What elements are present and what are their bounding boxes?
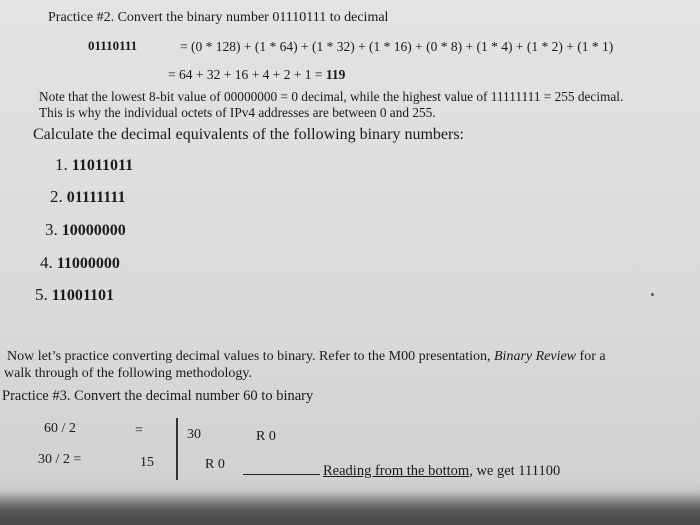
- practice3-title: Practice #3. Convert the decimal number 60 to binary: [2, 388, 314, 404]
- row1-remainder: R 0: [256, 429, 276, 444]
- list-item-number: 1.: [55, 155, 68, 174]
- list-item-value: 01111111: [66, 189, 126, 206]
- answer-line: [243, 474, 320, 475]
- row2-result: 15: [140, 455, 154, 470]
- list-item-value: 11000000: [56, 255, 120, 272]
- intro-text-a: Now let’s practice converting decimal values to binary. Refer to the M00 presentation,: [7, 349, 491, 364]
- list-item-value: 11001101: [51, 287, 114, 304]
- practice3-intro-line-1: [7, 349, 606, 365]
- exercise-heading: Calculate the decimal equivalents of the following binary numbers:: [33, 126, 464, 143]
- bottom-edge-shadow: [0, 492, 700, 525]
- list-item: [55, 155, 133, 175]
- list-item-value: 10000000: [61, 222, 126, 239]
- row1-expression: 60 / 2: [44, 421, 76, 436]
- reading-statement: [323, 463, 560, 480]
- row2-expression: 30 / 2 =: [38, 452, 82, 467]
- speck: [651, 293, 654, 296]
- list-item-number: 2.: [50, 187, 63, 206]
- reading-underlined: Reading from the bottom: [323, 463, 470, 479]
- practice2-title: Practice #2. Convert the binary number 01110111 to decimal: [48, 10, 389, 25]
- row1-equals: =: [135, 423, 143, 438]
- list-item-number: 4.: [40, 253, 53, 272]
- practice3-intro-line-2: walk through of the following methodology.: [4, 366, 252, 381]
- list-item-number: 5.: [35, 285, 48, 304]
- list-item-value: 11011011: [71, 157, 134, 174]
- table-divider: [176, 418, 178, 480]
- list-item: [45, 220, 126, 240]
- intro-text-b: for a: [579, 349, 606, 364]
- list-item-number: 3.: [45, 220, 58, 239]
- sum-result: 119: [325, 67, 346, 82]
- list-item: [50, 187, 125, 207]
- intro-reference: Binary Review: [494, 349, 577, 364]
- list-item: [35, 285, 114, 305]
- binary-expansion: = (0 * 128) + (1 * 64) + (1 * 32) + (1 * 16) + (0 * 8) + (1 * 4) + (1 * 2) + (1 * 1): [180, 39, 614, 54]
- note-line-2: This is why the individual octets of IPv4 addresses are between 0 and 255.: [39, 105, 436, 120]
- row1-result: 30: [187, 427, 201, 442]
- note-line-1: Note that the lowest 8-bit value of 00000000 = 0 decimal, while the highest value of 11111111 = 255 decimal.: [39, 89, 624, 104]
- list-item: [40, 253, 120, 273]
- sum-line: [168, 67, 345, 83]
- row2-remainder: R 0: [205, 457, 225, 472]
- sum-prefix: = 64 + 32 + 16 + 4 + 2 + 1 =: [168, 67, 323, 82]
- binary-label: 01110111: [88, 38, 138, 53]
- reading-rest: , we get 111100: [469, 463, 561, 479]
